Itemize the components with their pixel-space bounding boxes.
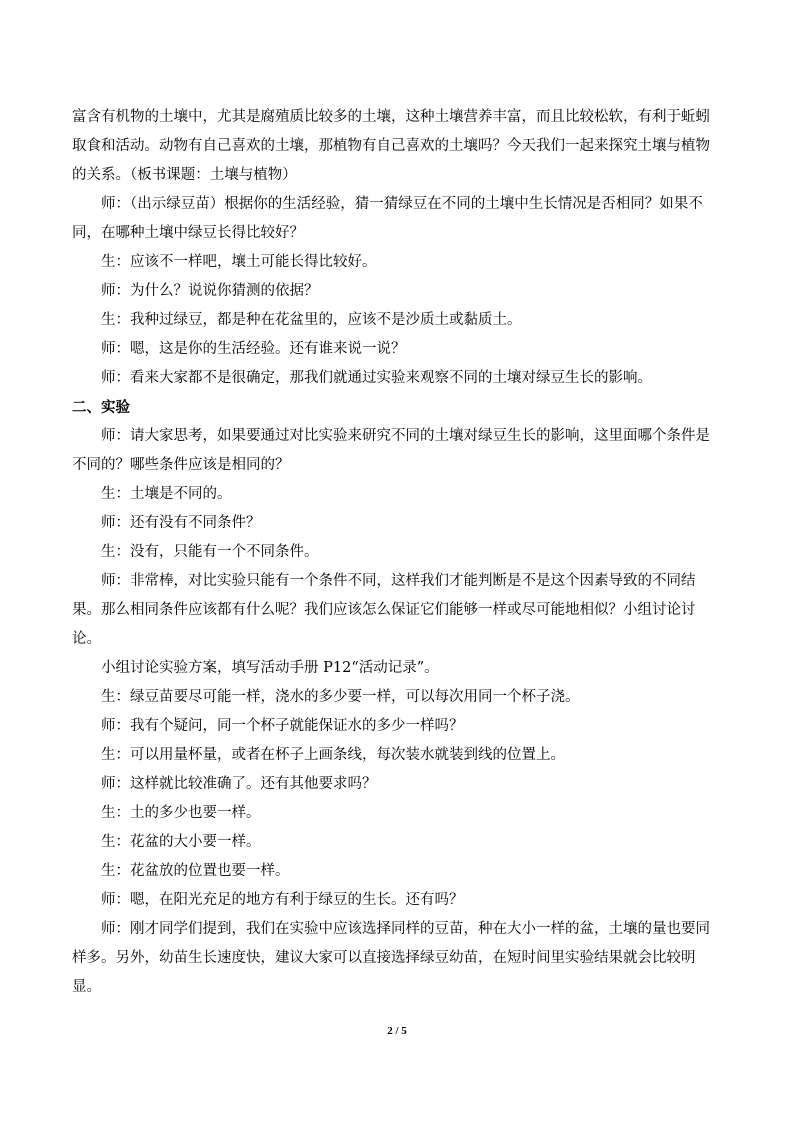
- paragraph-student-pot-position: 生：花盆放的位置也要一样。: [101, 863, 290, 879]
- paragraph-student-experience: 生：我种过绿豆，都是种在花盆里的，应该不是沙质土或黏质土。: [101, 312, 522, 328]
- paragraph-student-soil: 生：土壤是不同的。: [101, 486, 232, 502]
- paragraph-teacher-praise: 师：非常棒，对比实验只能有一个条件不同，这样我们才能判断是不是这个因素导致的不同结果。那么相同条件应该都有什么呢？我们应该怎么保证它们能够一样或尽可能地相似？小组讨论讨论。: [72, 573, 696, 647]
- paragraph-student-pot-size: 生：花盆的大小要一样。: [101, 834, 261, 850]
- paragraph-group-discussion: 小组讨论实验方案，填写活动手册 P12“活动记录”。: [101, 660, 439, 676]
- paragraph-teacher-why: 师：为什么？说说你猜测的依据？: [101, 283, 319, 299]
- paragraph-student-none: 生：没有，只能有一个不同条件。: [101, 544, 319, 560]
- section-heading-experiment: 二、实验: [72, 399, 130, 416]
- paragraph-teacher-question: 师：（出示绿豆苗）根据你的生活经验，猜一猜绿豆在不同的土壤中生长情况是否相同？如果不同，在哪种土壤中绿豆长得比较好？: [72, 196, 703, 241]
- paragraph-student-soil-amount: 生：土的多少也要一样。: [101, 805, 261, 821]
- paragraph-continuation: 富含有机物的土壤中，尤其是腐殖质比较多的土壤，这种土壤营养丰富，而且比较松软，有利于蚯蚓取食和活动。动物有自己喜欢的土壤，那植物有自己喜欢的土壤吗？今天我们一起来探究土壤与植物的关系。（板书课题：土壤与植物）: [72, 109, 710, 183]
- page-number: 2 / 5: [387, 1025, 407, 1037]
- paragraph-teacher-followup: 师：嗯，这是你的生活经验。还有谁来说一说？: [101, 341, 406, 357]
- paragraph-student-answer: 生：应该不一样吧，壤土可能长得比较好。: [101, 254, 377, 270]
- paragraph-teacher-other: 师：还有没有不同条件？: [101, 515, 261, 531]
- paragraph-teacher-think: 师：请大家思考，如果要通过对比实验来研究不同的土壤对绿豆生长的影响，这里面哪个条件是不同的？哪些条件应该是相同的？: [72, 428, 710, 473]
- paragraph-teacher-conclusion: 师：看来大家都不是很确定，那我们就通过实验来观察不同的土壤对绿豆生长的影响。: [101, 370, 652, 386]
- paragraph-teacher-summary: 师：刚才同学们提到，我们在实验中应该选择同样的豆苗，种在大小一样的盆，土壤的量也要同样多。另外，幼苗生长速度快，建议大家可以直接选择绿豆幼苗，在短时间里实验结果就会比较明显。: [72, 921, 710, 995]
- paragraph-student-seedling: 生：绿豆苗要尽可能一样，浇水的多少要一样，可以每次用同一个杯子浇。: [101, 689, 580, 705]
- paragraph-teacher-doubt: 师：我有个疑问，同一个杯子就能保证水的多少一样吗？: [101, 718, 464, 734]
- paragraph-teacher-sunlight: 师：嗯，在阳光充足的地方有利于绿豆的生长。还有吗？: [101, 892, 464, 908]
- paragraph-student-measure: 生：可以用量杯量，或者在杯子上画条线，每次装水就装到线的位置上。: [101, 747, 565, 763]
- paragraph-teacher-accurate: 师：这样就比较准确了。还有其他要求吗？: [101, 776, 377, 792]
- document-body: [72, 103, 722, 1002]
